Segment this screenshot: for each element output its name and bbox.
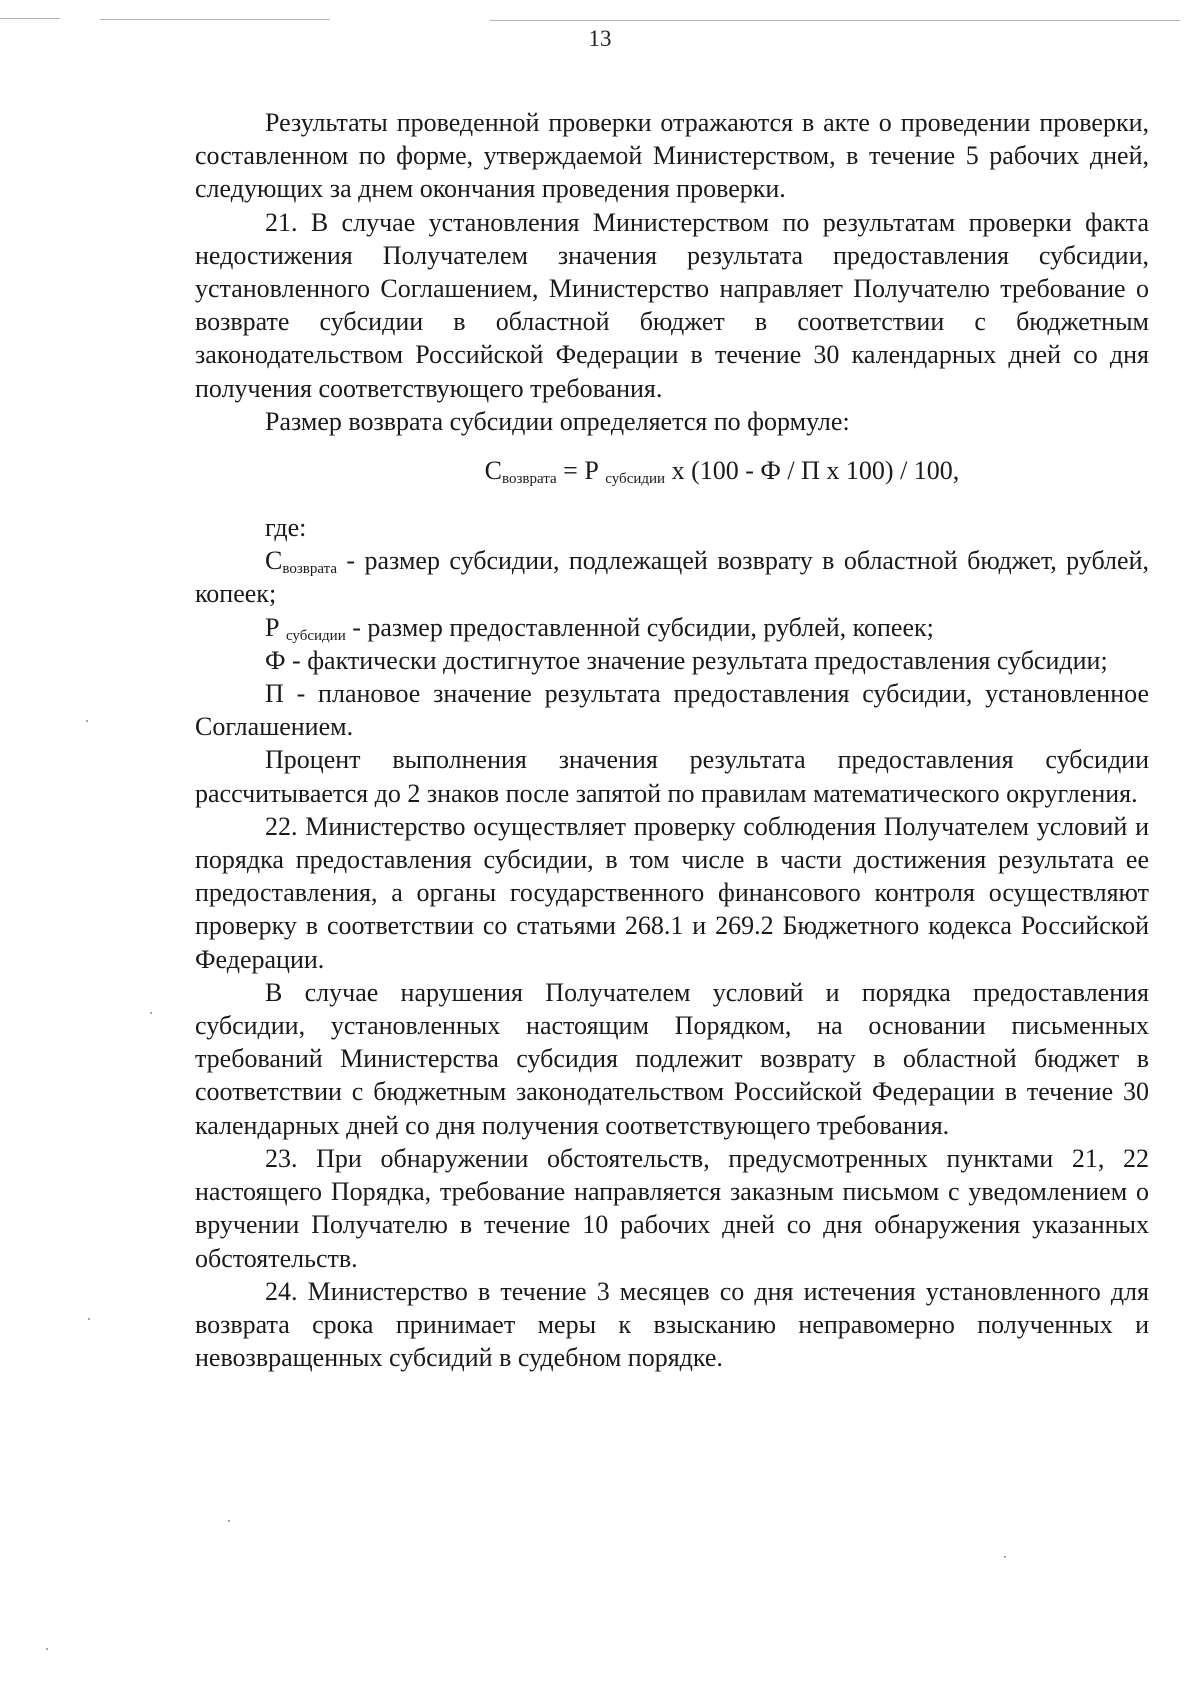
refund-formula — [195, 453, 1149, 489]
page-number: 13 — [588, 26, 612, 51]
formula-c-subscript: возврата — [502, 471, 557, 488]
definition-p-text: - размер предоставленной субсидии, рублей, копеек; — [345, 612, 934, 642]
scan-speck — [150, 1012, 152, 1014]
scan-speck — [228, 1520, 230, 1522]
definition-p-symbol: Р — [265, 612, 286, 642]
scan-speck — [46, 1648, 48, 1650]
paragraph-formula-intro: Размер возврата субсидии определяется по формуле: — [265, 406, 850, 436]
formula-equals-p: = Р — [556, 456, 606, 486]
definition-p-subscript: субсидии — [285, 627, 346, 644]
paragraph-21: 21. В случае установления Министерством по результатам проверки факта недостижения Получателем значения результата предоставления субсидии, установленного Соглашением, Министерство направляет Получателю требование о возврате субсидии в областной бюджет в соответствии с бюджетным законодательством Российской Федерации в течение 30 календарных дней со дня получения соответствующего требования. — [195, 207, 1149, 403]
definition-c — [195, 544, 1149, 610]
document-body — [195, 106, 1149, 1374]
scan-speck — [1004, 1556, 1006, 1558]
definition-c-subscript: возврата — [282, 561, 337, 578]
paragraph-22: 22. Министерство осуществляет проверку соблюдения Получателем условий и порядка предоставления субсидии, в том числе в части достижения результата ее предоставления, а органы государственного финансового контроля осуществляют проверку в соответствии со статьями 268.1 и 269.2 Бюджетного кодекса Российской Федерации. — [195, 811, 1149, 974]
definition-p — [195, 611, 1149, 644]
paragraph-24: 24. Министерство в течение 3 месяцев со дня истечения установленного для возврата срока принимает меры к взысканию неправомерно полученных и невозвращенных субсидий в судебном порядке. — [195, 1276, 1149, 1373]
paragraph-inspection-results: Результаты проведенной проверки отражаются в акте о проведении проверки, составленном по форме, утверждаемой Министерством, в течение 5 рабочих дней, следующих за днем окончания проведения проверки. — [195, 108, 1149, 204]
formula-c-symbol: С — [484, 456, 503, 486]
scan-speck — [86, 720, 88, 722]
scan-edge-artifact — [0, 18, 1200, 22]
definition-c-text: - размер субсидии, подлежащей возврату в областной бюджет, рублей, копеек; — [195, 546, 1149, 609]
definition-c-symbol: С — [265, 546, 283, 576]
paragraph-percent-rounding: Процент выполнения значения результата предоставления субсидии рассчитывается до 2 знаков после запятой по правилам математического округления. — [195, 745, 1149, 808]
definition-f: Ф - фактически достигнутое значение результата предоставления субсидии; — [265, 645, 1108, 675]
paragraph-23: 23. При обнаружении обстоятельств, предусмотренных пунктами 21, 22 настоящего Порядка, требование направляется заказным письмом с уведомлением о вручении Получателю в течение 10 рабочих дней со дня обнаружения указанных обстоятельств. — [195, 1143, 1149, 1273]
paragraph-where: где: — [265, 513, 307, 543]
paragraph-22-violation: В случае нарушения Получателем условий и порядка предоставления субсидии, установленных настоящим Порядком, на основании письменных требований Министерства субсидия подлежит возврату в областной бюджет в соответствии с бюджетным законодательством Российской Федерации в течение 30 календарных дней со дня получения соответствующего требования. — [195, 977, 1149, 1140]
definition-plan: П - плановое значение результата предоставления субсидии, установленное Соглашением. — [195, 679, 1149, 742]
formula-expression: x (100 - Ф / П x 100) / 100, — [665, 456, 960, 486]
formula-p-subscript: субсидии — [605, 471, 666, 488]
scan-speck — [88, 1318, 90, 1320]
